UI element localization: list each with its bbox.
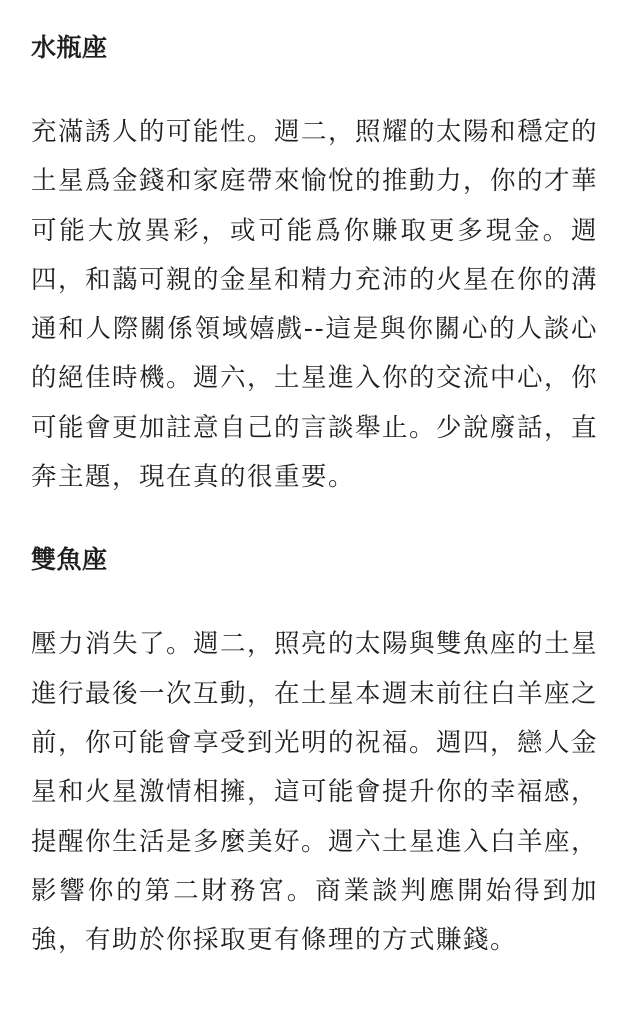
pisces-paragraph: 壓力消失了。週二，照亮的太陽與雙魚座的土星進行最後一次互動，在土星本週末前往白羊座之前，你可能會享受到光明的祝福。週四，戀人金星和火星激情相擁，這可能會提升你的幸福感，提醒你生活是多麼美好。週六土星進入白羊座，影響你的第二財務宮。商業談判應開始得到加強，有助於你採取更有條理的方式賺錢。: [31, 629, 599, 956]
pisces-section: [31, 540, 598, 965]
pisces-heading: 雙魚座: [31, 545, 108, 575]
aquarius-paragraph: 充滿誘人的可能性。週二，照耀的太陽和穩定的土星爲金錢和家庭帶來愉悅的推動力，你的才華可能大放異彩，或可能爲你賺取更多現金。週四，和藹可親的金星和精力充沛的火星在你的溝通和人際關係領域嬉戲--這是與你關心的人談心的絕佳時機。週六，土星進入你的交流中心，你可能會更加註意自己的言談舉止。少說廢話，直奔主題，現在真的很重要。: [31, 117, 599, 493]
aquarius-heading: 水瓶座: [31, 33, 108, 62]
aquarius-section: [31, 28, 598, 502]
